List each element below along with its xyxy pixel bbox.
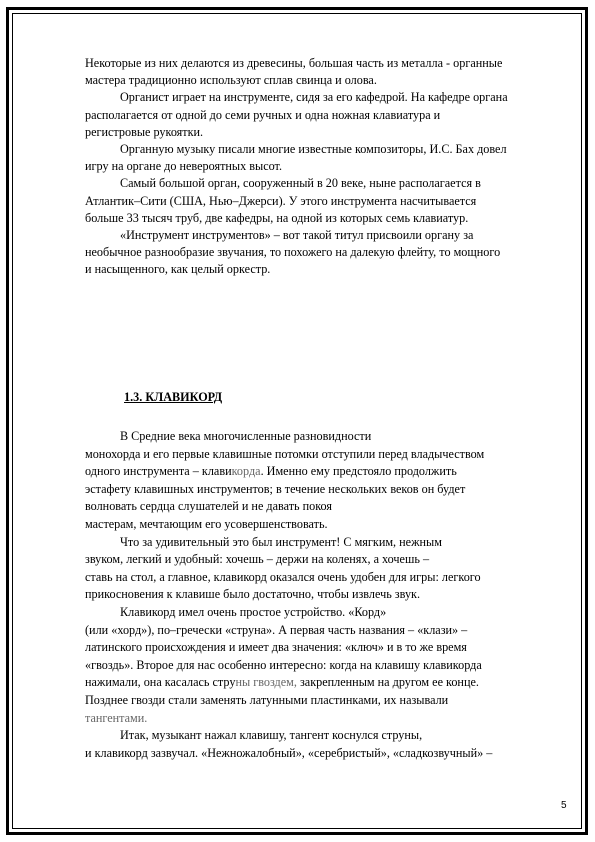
paragraph-line: Клавикорд имел очень простое устройство. «Корд»: [120, 604, 387, 619]
section-organ-text: [85, 55, 555, 279]
paragraph-line: мастера традиционно используют сплав свинца и олова.: [85, 73, 377, 88]
paragraph-line: Позднее гвозди стали заменять латунными пластинками, их называли: [85, 692, 449, 707]
paragraph-line: Органную музыку писали многие известные композиторы, И.С. Бах довел: [120, 142, 507, 157]
paragraph-line: В Средние века многочисленные разновидности: [120, 429, 372, 443]
paragraph-line: эстафету клавишных инструментов; в течение нескольких веков он будет: [85, 481, 466, 496]
paragraph-line: прикосновения к клавише было достаточно, чтобы извлечь звук.: [85, 587, 421, 602]
paragraph-line: тангентами.: [85, 710, 148, 725]
paragraph-line: регистровые рукоятки.: [85, 124, 204, 139]
paragraph-line: больше 33 тысяч труб, две кафедры, на одной из которых семь клавиатур.: [85, 210, 469, 225]
paragraph-line: «гвоздь». Второе для нас особенно интересно: когда на клавишу клавикорда: [85, 657, 482, 672]
gray-text: корда: [231, 464, 261, 479]
paragraph-line: ставь на стол, а главное, клавикорд оказался очень удобен для игры: легкого: [85, 569, 481, 584]
paragraph-line: монохорда и его первые клавишные потомки отступили перед владычеством: [85, 446, 485, 461]
section-clavichord-text: [85, 428, 555, 762]
paragraph-line: игру на органе до невероятных высот.: [85, 159, 282, 174]
paragraph-line: Атлантик–Сити (США, Нью–Джерси). У этого инструмента насчитывается: [85, 193, 477, 208]
paragraph-line: располагается от одной до семи ручных и одна ножная клавиатура и: [85, 107, 441, 122]
section-heading: 1.3. КЛАВИКОРД: [124, 390, 223, 404]
paragraph-line: «Инструмент инструментов» – вот такой титул присвоили органу за: [120, 228, 474, 243]
paragraph-line: Что за удивительный это был инструмент! С мягким, нежным: [120, 534, 442, 549]
paragraph-line: Самый большой орган, сооруженный в 20 веке, ныне располагается в: [120, 176, 481, 191]
paragraph-line: звуком, легкий и удобный: хочешь – держи на коленях, а хочешь –: [85, 552, 430, 567]
gray-text: ны гвоздем,: [235, 675, 297, 690]
paragraph-line: нажимали, она касалась струны гвоздем, закрепленным на другом ее конце.: [85, 675, 479, 690]
page-number: 5: [561, 800, 567, 811]
paragraph-line: Итак, музыкант нажал клавишу, тангент коснулся струны,: [120, 728, 423, 743]
paragraph-line: латинского происхождения и имеет два значения: «ключ» и в то же время: [85, 640, 467, 655]
paragraph-line: необычное разнообразие звучания, то похожего на далекую флейту, то мощного: [85, 245, 501, 260]
paragraph-line: (или «хорд»), по–гречески «струна». А первая часть названия – «клази» –: [85, 622, 468, 637]
paragraph-line: мастерам, мечтающим его усовершенствовать.: [85, 516, 328, 531]
paragraph-line: Органист играет на инструменте, сидя за его кафедрой. На кафедре органа: [120, 90, 508, 105]
paragraph-line: одного инструмента – клавикорда. Именно ему предстояло продолжить: [85, 464, 457, 479]
paragraph-line: Некоторые из них делаются из древесины, большая часть из металла - органные: [85, 56, 503, 70]
paragraph-line: и клавикорд зазвучал. «Нежножалобный», «серебристый», «сладкозвучный» –: [85, 745, 493, 760]
paragraph-line: и насыщенного, как целый оркестр.: [85, 262, 271, 277]
paragraph-line: волновать сердца слушателей и не давать покоя: [85, 499, 333, 514]
